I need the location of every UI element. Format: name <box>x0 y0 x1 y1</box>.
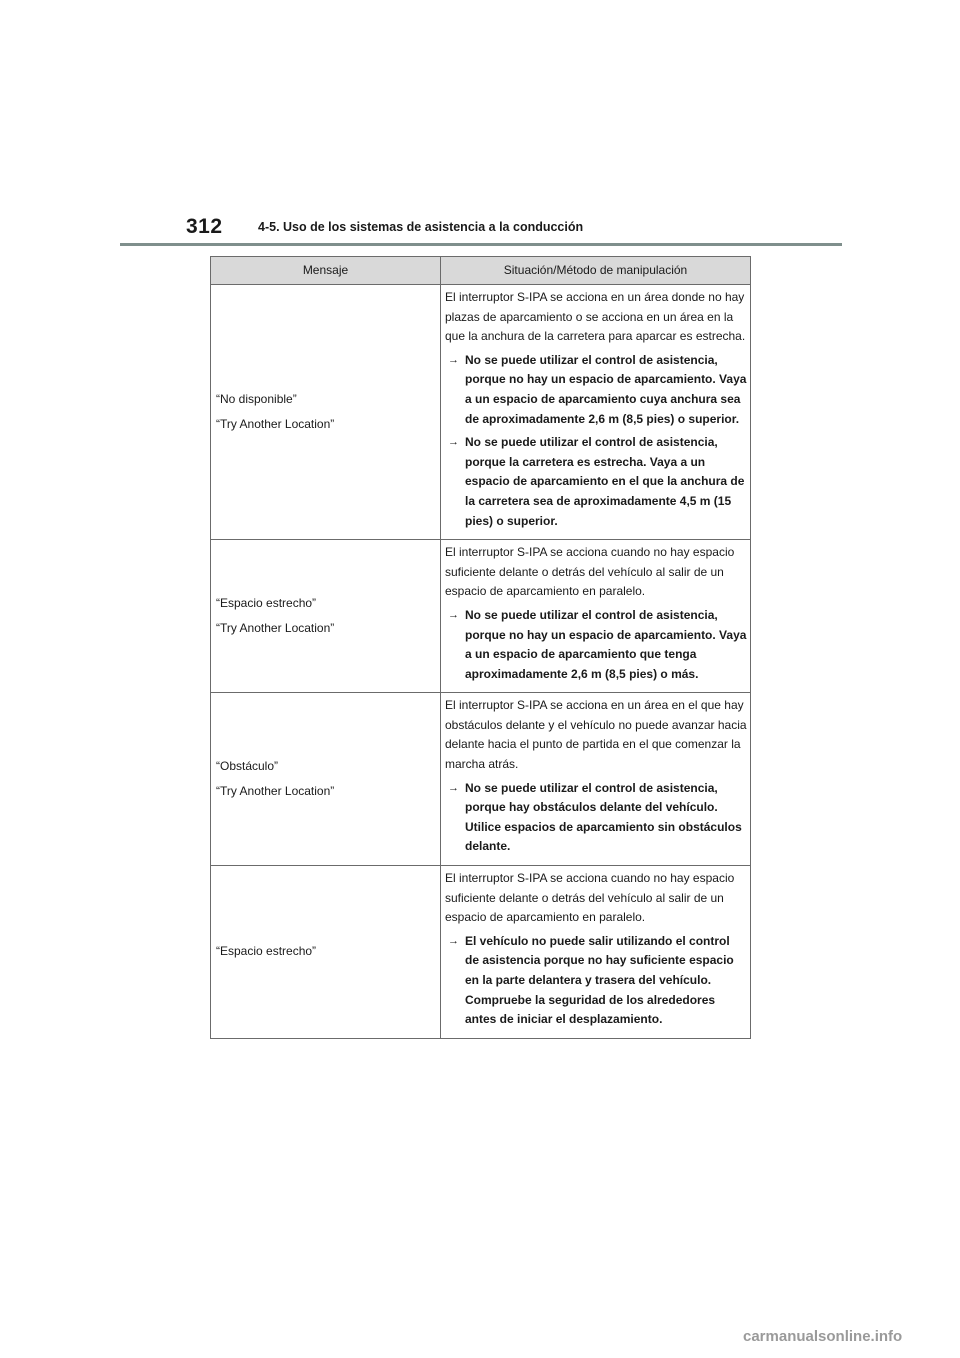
footer-watermark: carmanualsonline.info <box>743 1328 903 1345</box>
message-text: “Try Another Location” <box>216 783 335 798</box>
situation-cell <box>441 693 751 866</box>
arrow-right-icon: → <box>448 353 459 366</box>
situation-text: El interruptor S-IPA se acciona en un área donde no hay plazas de aparcamiento o se acciona en un área en la que la anchura de la carretera para aparcar es estrecha. <box>445 290 746 344</box>
arrow-right-icon: → <box>448 608 459 621</box>
arrow-right-icon: → <box>448 934 459 947</box>
action-text: No se puede utilizar el control de asistencia, porque no hay un espacio de aparcamiento. Vaya a un espacio de aparcamiento cuya anchura sea de aproximadamente 2,6 m (8,5 pies) o superior. <box>465 352 747 426</box>
page-number: 312 <box>186 215 223 238</box>
message-cell <box>211 540 441 693</box>
table-row <box>211 866 751 1039</box>
table-row <box>211 540 751 693</box>
message-text: “Espacio estrecho” <box>216 944 317 959</box>
message-cell <box>211 866 441 1039</box>
action-item <box>445 351 747 429</box>
situation-cell <box>441 866 751 1039</box>
action-item <box>445 606 747 684</box>
action-item <box>445 779 747 857</box>
action-text: El vehículo no puede salir utilizando el control de asistencia porque no hay suficiente espacio en la parte delantera y trasera del vehículo. Compruebe la seguridad de los alrededores antes de iniciar el desplazamiento. <box>465 933 734 1027</box>
message-text: “No disponible” <box>216 391 297 406</box>
message-text: “Try Another Location” <box>216 416 335 431</box>
situation-cell <box>441 285 751 540</box>
message-text: “Obstáculo” <box>216 759 279 774</box>
action-text: No se puede utilizar el control de asistencia, porque hay obstáculos delante del vehículo. Utilice espacios de aparcamiento sin obstáculos delante. <box>465 780 742 854</box>
table-row <box>211 693 751 866</box>
message-cell <box>211 693 441 866</box>
table-row <box>211 285 751 540</box>
message-text: “Espacio estrecho” <box>216 596 317 611</box>
action-text: No se puede utilizar el control de asistencia, porque no hay un espacio de aparcamiento. Vaya a un espacio de aparcamiento que tenga aproximadamente 2,6 m (8,5 pies) o más. <box>465 607 747 681</box>
table-header-row <box>211 257 751 285</box>
arrow-right-icon: → <box>448 436 459 449</box>
message-table <box>210 256 751 1039</box>
message-cell <box>211 285 441 540</box>
message-text: “Try Another Location” <box>216 620 335 635</box>
arrow-right-icon: → <box>448 781 459 794</box>
situation-text: El interruptor S-IPA se acciona en un área en el que hay obstáculos delante y el vehículo no puede avanzar hacia delante hacia el punto de partida en el que comenzar la marcha atrás. <box>445 698 747 772</box>
action-item <box>445 433 747 531</box>
section-title: 4-5. Uso de los sistemas de asistencia a la conducción <box>258 220 584 234</box>
action-item <box>445 932 747 1030</box>
situation-cell <box>441 540 751 693</box>
header-divider <box>120 243 842 246</box>
action-text: No se puede utilizar el control de asistencia, porque la carretera es estrecha. Vaya a un espacio de aparcamiento en el que la anchura de la carretera sea de aproximadamente 4,5 m (15 pies) o superior. <box>465 435 745 528</box>
situation-text: El interruptor S-IPA se acciona cuando no hay espacio suficiente delante o detrás del vehículo al salir de un espacio de aparcamiento en paralelo. <box>445 871 735 925</box>
situation-text: El interruptor S-IPA se acciona cuando no hay espacio suficiente delante o detrás del vehículo al salir de un espacio de aparcamiento en paralelo. <box>445 545 735 599</box>
column-header-message: Mensaje <box>211 257 441 285</box>
column-header-situation: Situación/Método de manipulación <box>441 257 751 285</box>
